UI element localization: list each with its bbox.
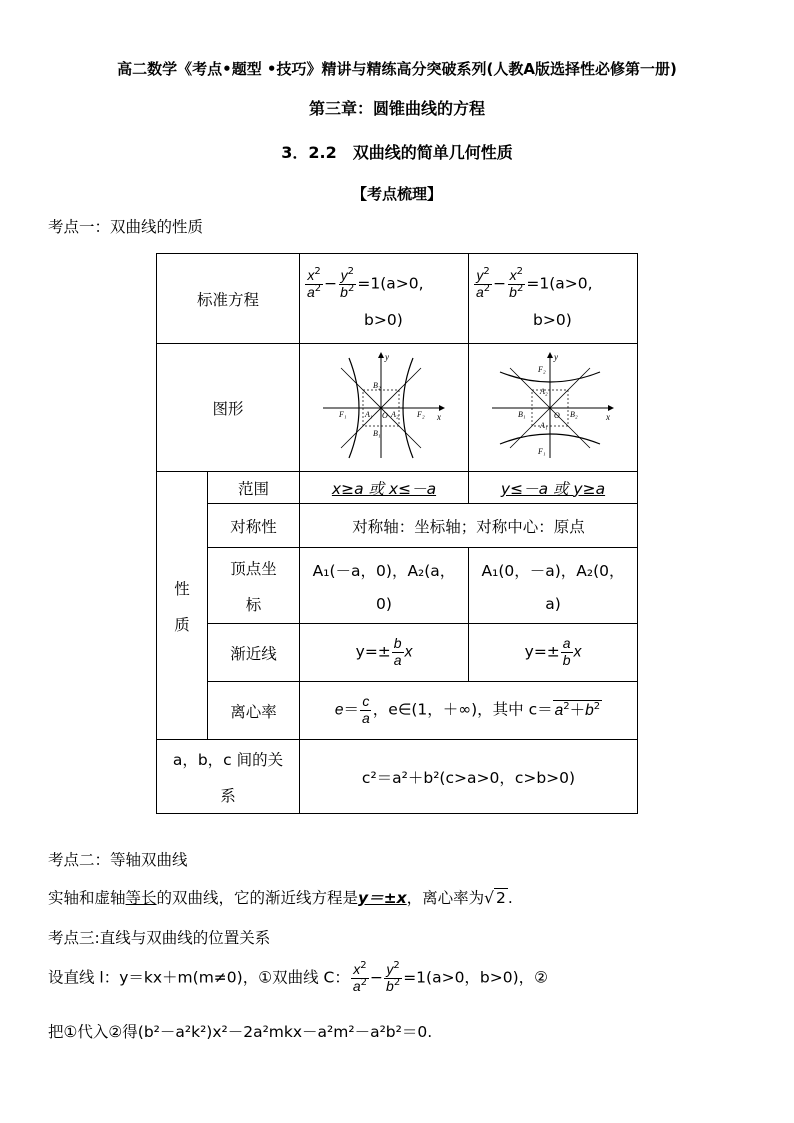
kp1-label: 考点一：双曲线的性质 — [48, 218, 204, 236]
relation-label-2: 系 — [220, 786, 236, 805]
kp2-text-b: 等长 — [125, 889, 157, 907]
b1-label: B₁ — [373, 428, 381, 438]
cell-relation-label — [157, 740, 300, 814]
kp3-line1-a: 设直线 l：y＝kx＋m(m≠0)，①双曲线 C： — [48, 968, 350, 987]
kp2-sqrt: 2 — [496, 889, 506, 907]
axis-x-label: x — [437, 411, 441, 422]
origin-label: O — [382, 410, 388, 420]
section-title: 3．2.2 双曲线的简单几何性质 — [281, 143, 513, 162]
kp3-line2: 把①代入②得(b²－a²k²)x²－2a²mkx－a²m²－a²b²＝0. — [48, 1023, 433, 1041]
origin-label: O — [554, 410, 560, 420]
cell-relation: c²＝a²＋b²(c>a>0，c>b>0) — [300, 740, 638, 814]
ecc-mid: ，e∈(1，＋∞)，其中 c＝ — [372, 701, 553, 719]
f1-label: F₁ — [538, 446, 546, 456]
cell-vertex-label — [208, 548, 300, 624]
table-row — [157, 504, 638, 548]
cell-graph-label: 图形 — [157, 344, 300, 472]
eq-cond-b: b>0) — [364, 310, 403, 329]
a1-label: A₁ — [365, 409, 373, 419]
kp2-text-c: 的双曲线，它的渐近线方程是 — [156, 889, 359, 907]
vertex-x-1: A₁(－a，0)，A₂(a， — [312, 561, 456, 580]
properties-table — [156, 253, 638, 814]
cell-eccentricity-label: 离心率 — [208, 682, 300, 740]
b1-label: B₁ — [518, 409, 526, 419]
kp2-label: 考点二：等轴双曲线 — [48, 851, 188, 869]
kp2-text-f: . — [507, 889, 513, 907]
kp3-label: 考点三:直线与双曲线的位置关系 — [48, 929, 271, 947]
kp2-text-e: ，离心率为 — [406, 889, 485, 907]
vertex-label-2: 标 — [245, 595, 262, 614]
table-row — [157, 254, 638, 344]
a2-label: A₂ — [391, 409, 399, 419]
cell-eq-y: $\frac{y^2}{a^2}$ − $\frac{x^2}{b^2}$ =1(a>0, b>0) — [469, 254, 638, 344]
a2-label: A₂ — [540, 386, 548, 396]
eq-cond: =1(a>0, — [526, 275, 593, 293]
table-row — [157, 344, 638, 472]
table-row — [157, 548, 638, 624]
f2-label: F₂ — [417, 409, 425, 419]
table-row — [157, 472, 638, 504]
cell-asymptote-x: y=± $\frac{b}{a}$ x — [300, 624, 469, 682]
properties-label-top: 性 — [174, 579, 190, 598]
f1-label: F₁ — [339, 409, 347, 419]
chapter-title: 第三章：圆锥曲线的方程 — [308, 99, 485, 118]
properties-label-bottom: 质 — [174, 615, 190, 634]
a1-label: A₁ — [540, 420, 548, 430]
section-heading: 【考点梳理】 — [351, 185, 442, 203]
vertex-y-1: A₁(0，－a)，A₂(0， — [481, 561, 625, 580]
table-row — [157, 682, 638, 740]
axis-y-label: y — [385, 351, 389, 362]
table-row — [157, 740, 638, 814]
kp2-sentence: 实轴和虚轴等长的双曲线，它的渐近线方程是y＝±x，离心率为√ 2 . — [48, 889, 513, 907]
cell-eccentricity: e＝ $\frac{c}{a}$ ，e∈(1，＋∞)，其中 $c= a^2+b^2$ — [300, 682, 638, 740]
cell-properties-label — [157, 472, 208, 740]
cell-asymptote-label: 渐近线 — [208, 624, 300, 682]
asym-prefix: y=± — [524, 643, 560, 661]
cell-graph-y — [469, 344, 638, 472]
table-row — [157, 624, 638, 682]
cell-range-y: y≤－a 或 y≥a — [469, 472, 638, 504]
kp3-line1: 设直线 l：y＝kx＋m(m≠0)，①双曲线 C： $\frac{x^2}{a^2}$ − $\frac{y^2}{b^2}$ =1(a>0，b>0)，② — [48, 960, 549, 994]
cell-graph-x — [300, 344, 469, 472]
asym-prefix: y=± — [355, 643, 391, 661]
cell-vertex-x — [300, 548, 469, 624]
f2-label: F₂ — [538, 364, 546, 374]
cell-range-x: x≥a 或 x≤－a — [300, 472, 469, 504]
cell-vertex-y — [469, 548, 638, 624]
series-title: 高二数学《考点•题型 •技巧》精讲与精练高分突破系列(人教A版选择性必修第一册) — [117, 60, 677, 78]
relation-label-1: a，b，c 间的关 — [172, 750, 284, 769]
eq-cond-b: b>0) — [533, 310, 572, 329]
kp2-text-d: y＝±x — [358, 889, 407, 907]
cell-eq-x: $\frac{x^2}{a^2}$ − $\frac{y^2}{b^2}$ =1(a>0, b>0) — [300, 254, 469, 344]
vertex-x-2: 0) — [376, 594, 392, 613]
cell-range-label: 范围 — [208, 472, 300, 504]
vertex-label-1: 顶点坐 — [230, 559, 277, 578]
kp3-line1-b: =1(a>0，b>0)，② — [403, 968, 549, 987]
vertex-y-2: a) — [545, 594, 561, 613]
kp2-text-a: 实轴和虚轴 — [48, 889, 126, 907]
cell-standard-eq-label: 标准方程 — [157, 254, 300, 344]
cell-symmetry-label: 对称性 — [208, 504, 300, 548]
hyperbola-y-figure — [488, 350, 618, 462]
cell-asymptote-y: y=± $\frac{a}{b}$ x — [469, 624, 638, 682]
axis-y-label: y — [554, 351, 558, 362]
cell-symmetry: 对称轴：坐标轴；对称中心：原点 — [300, 504, 638, 548]
b2-label: B₂ — [373, 380, 381, 390]
axis-x-label: x — [606, 411, 610, 422]
hyperbola-x-figure — [319, 350, 449, 462]
eq-cond: =1(a>0, — [357, 275, 424, 293]
b2-label: B₂ — [570, 409, 578, 419]
